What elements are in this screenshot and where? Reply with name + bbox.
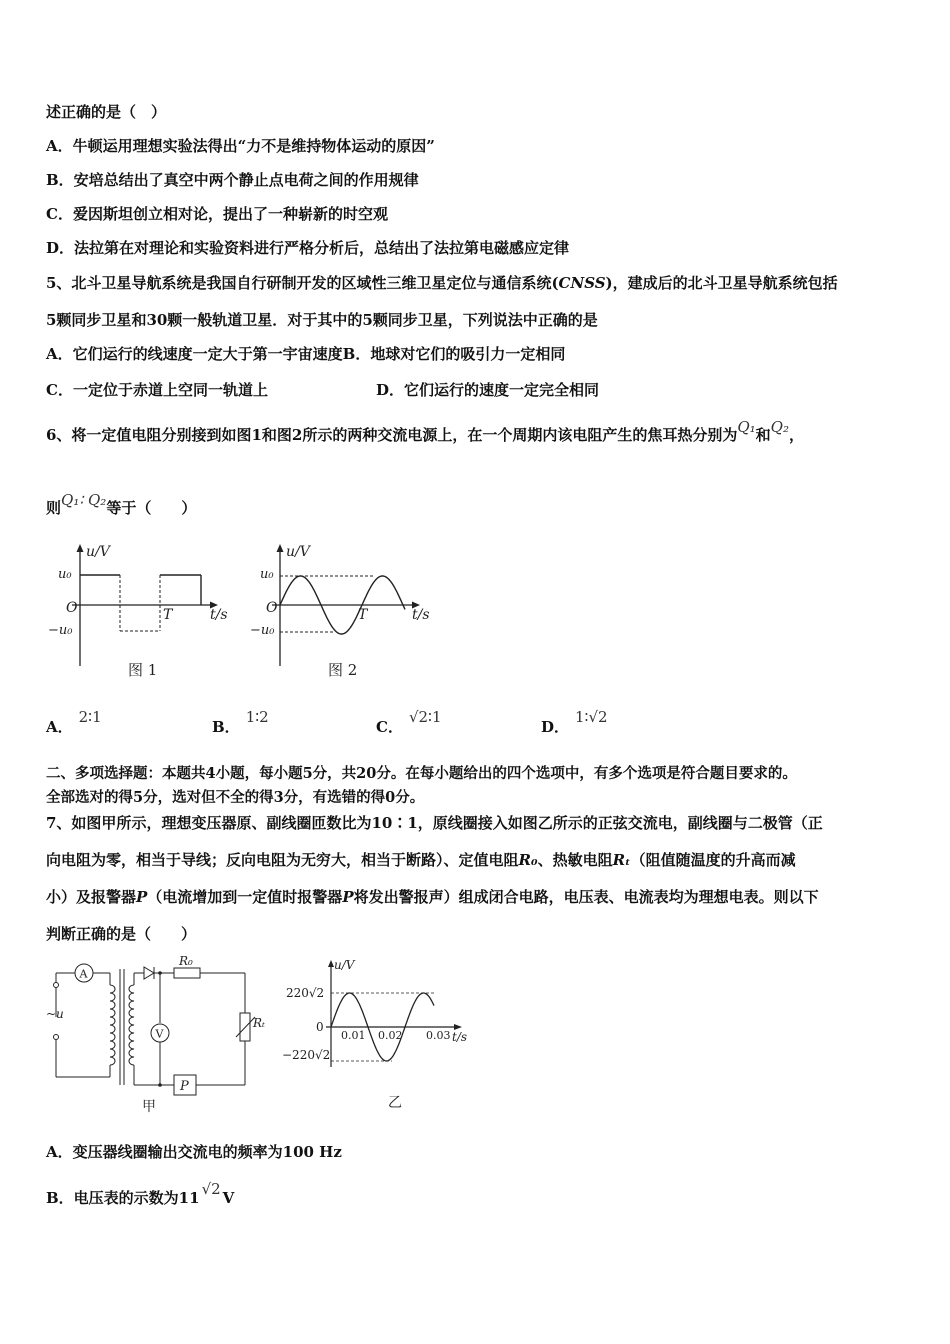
fig-jia-caption: 甲 [142, 1099, 156, 1115]
q7-option-b: B．电压表的示数为11 √2 V [46, 1180, 235, 1207]
voltmeter-label: V [155, 1027, 164, 1041]
yi-t2: 0.02 [378, 1029, 403, 1042]
q5-option-d: D．它们运行的速度一定完全相同 [376, 381, 600, 399]
q6-option-c: C．√2∶1 [376, 708, 442, 736]
q4-stem-tail: 述正确的是（ ） [46, 103, 167, 121]
fig1-t: t/s [210, 607, 228, 623]
q7-stem-line2: 向电阻为零，相当于导线；反向电阻为无穷大，相当于断路）、定值电阻R₀、热敏电阻Rₜ（阻值随温度的升高而减 [46, 851, 796, 869]
q7-stem-line3: 小）及报警器P（电流增加到一定值时报警器P将发出警报声）组成闭合电路，电压表、电流表均为理想电表。则以下 [46, 888, 819, 906]
q6-stem-line2: 则Q₁∶ Q₂等于（ ） [46, 491, 197, 517]
yi-peak: 220√2 [286, 986, 325, 1000]
q4-option-a: A．牛顿运用理想实验法得出“力不是维持物体运动的原因” [46, 137, 435, 155]
fig2-origin: O [266, 600, 278, 616]
fig1-origin: O [66, 600, 78, 616]
fig2-T: T [358, 607, 368, 623]
yi-axis-u: u/V [334, 958, 355, 972]
fig-yi-caption: 乙 [388, 1095, 402, 1111]
ammeter-label: A [79, 967, 88, 981]
q7-stem-line1: 7、如图甲所示，理想变压器原、副线圈匝数比为10∶1，原线圈接入如图乙所示的正弦交流电，副线圈与二极管（正 [46, 814, 823, 832]
q5-options-ab: A．它们运行的线速度一定大于第一宇宙速度B．地球对它们的吸引力一定相同 [46, 345, 566, 363]
yi-t-label: t/s [452, 1030, 468, 1044]
q6-stem-line1: 6、将一定值电阻分别接到如图1和图2所示的两种交流电源上，在一个周期内该电阻产生的焦耳热分别为Q₁和Q₂， [46, 418, 804, 444]
diode-icon [144, 967, 154, 979]
q6-option-a: A．2∶1 [46, 708, 102, 736]
r0-resistor [174, 968, 200, 978]
q7-stem-line4: 判断正确的是（ ） [46, 925, 197, 943]
yi-zero: 0 [316, 1020, 324, 1034]
section2-line1: 二、多项选择题：本题共4小题，每小题5分，共20分。在每小题给出的四个选项中，有多个选项是符合题目要求的。 [46, 765, 797, 782]
figure1-square-wave [48, 538, 248, 688]
yi-t1: 0.01 [341, 1029, 366, 1042]
fig2-axis-u: u/V [286, 544, 310, 560]
section2-line2: 全部选对的得5分，选对但不全的得3分，有选错的得0分。 [46, 789, 425, 806]
fig2-neg-u0: −u₀ [250, 623, 275, 638]
fig1-u0: u₀ [58, 567, 72, 582]
q4-option-c: C．爱因斯坦创立相对论，提出了一种崭新的时空观 [46, 205, 388, 223]
figure2-sine-wave [250, 538, 450, 688]
figure-jia-circuit [40, 955, 280, 1117]
q5-option-c: C．一定位于赤道上空同一轨道上 [46, 381, 268, 399]
q4-option-d: D．法拉第在对理论和实验资料进行严格分析后，总结出了法拉第电磁感应定律 [46, 239, 570, 257]
yi-neg-peak: −220√2 [282, 1048, 331, 1062]
q6-option-b: B．1∶2 [212, 708, 269, 736]
alarm-p-label: P [180, 1079, 189, 1094]
q4-option-b: B．安培总结出了真空中两个静止点电荷之间的作用规律 [46, 171, 419, 189]
figure-yi-sine-graph [282, 955, 482, 1117]
yi-t3: 0.03 [426, 1029, 451, 1042]
fig1-caption: 图 1 [128, 661, 158, 679]
fig2-u0: u₀ [260, 567, 274, 582]
fig1-axis-u: u/V [86, 544, 110, 560]
fig1-T: T [163, 607, 173, 623]
source-label: ~u [46, 1007, 64, 1021]
q6-option-d: D．1∶√2 [541, 708, 608, 736]
fig2-caption: 图 2 [328, 661, 358, 679]
r0-label: R₀ [179, 955, 193, 968]
q5-stem-line2: 5颗同步卫星和30颗一般轨道卫星．对于其中的5颗同步卫星，下列说法中正确的是 [46, 311, 598, 329]
fig1-neg-u0: −u₀ [48, 623, 73, 638]
primary-coil [110, 985, 115, 1065]
q7-option-a: A．变压器线圈输出交流电的频率为100 Hz [46, 1143, 342, 1161]
rt-label: Rₜ [253, 1016, 265, 1030]
fig2-t: t/s [412, 607, 430, 623]
secondary-coil [129, 985, 134, 1065]
q5-stem-line1: 5、北斗卫星导航系统是我国自行研制开发的区域性三维卫星定位与通信系统(CNSS)，建成后的北斗卫星导航系统包括 [46, 274, 838, 292]
